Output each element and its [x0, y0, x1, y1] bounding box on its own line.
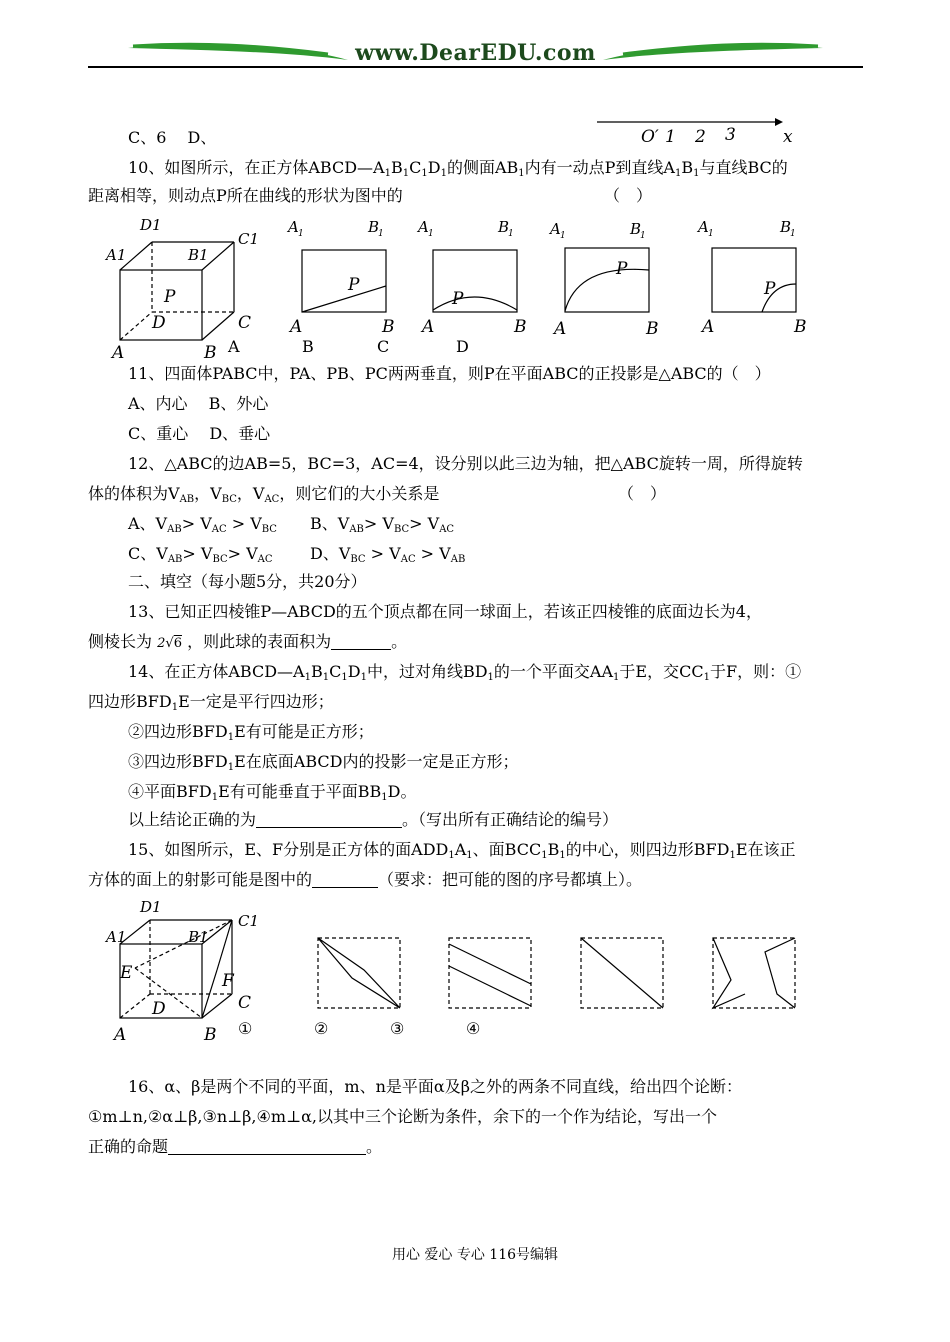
vertex-label: F — [222, 971, 234, 991]
figure-15 — [100, 896, 820, 1046]
svg-text:1: 1 — [560, 231, 566, 241]
vertex-label: A — [422, 317, 435, 337]
vertex-label: D1 — [140, 898, 162, 916]
answer-blank[interactable] — [168, 1139, 366, 1155]
vertex-label: D — [152, 313, 166, 333]
vertex-label: B1 — [188, 928, 209, 946]
option-letter: B — [302, 337, 314, 356]
text-line: 距离相等，则动点P所在曲线的形状为图中的 — [88, 186, 403, 205]
vertex-label: D — [152, 999, 166, 1019]
answer-paren: （ ） — [618, 484, 667, 503]
svg-text:1: 1 — [640, 231, 646, 241]
figure-number: ③ — [390, 1019, 405, 1038]
option-line: C、$V_{AB}> V_{BC}> V_{AC}$ — [128, 544, 273, 565]
question-12: 12、△ABC的边AB=5，BC=3，AC=4，设分别以此三边为轴，把△ABC旋转一周，所得旋转 — [128, 454, 803, 473]
vertex-label: A — [554, 319, 567, 339]
point-p: P — [764, 279, 776, 299]
vertex-label: B1 — [188, 246, 209, 264]
text-line: 体的体积为$V_{AB}$，$V_{BC}$，$V_{AC}$，则它们的大小关系是 — [88, 484, 440, 505]
option-letter: A — [228, 337, 240, 356]
header-rule — [88, 66, 863, 68]
vertex-label: B — [204, 1025, 217, 1045]
text-line: ③四边形$BFD_1E$在底面ABCD内的投影一定是正方形； — [128, 752, 519, 773]
vertex-label: A — [288, 218, 299, 236]
point-p: P — [616, 259, 628, 279]
answer-blank[interactable] — [256, 812, 402, 828]
axis-tick: 3 — [725, 125, 736, 145]
figure-number: ① — [238, 1019, 253, 1038]
math-coef: 2 — [157, 636, 166, 651]
vertex-label: D1 — [140, 216, 162, 234]
text-line: 方体的面上的射影可能是图中的 （要求：把可能的图的序号都填上）。 — [88, 870, 643, 889]
question-14: 14、在正方体$ABCD—A_1B_1C_1D_1$中，过对角线$BD_1$的一个平面交$AA_1$于E，交$CC_1$于F，则：① — [128, 662, 802, 683]
vertex-label: B — [646, 319, 659, 339]
option-line: D、$V_{BC} > V_{AC} > V_{AB}$ — [310, 544, 466, 565]
text-line: ②四边形$BFD_1E$有可能是正方形； — [128, 722, 374, 743]
site-name: www.DearEDU.com — [355, 40, 596, 66]
question-10: 10、如图所示，在正方体$ABCD—A_1B_1C_1D_1$的侧面$AB_1$内有一动点P到直线$A_1B_1$与直线BC的 — [128, 158, 788, 179]
math-radicand: 6 — [173, 636, 182, 651]
text-line: 以上结论正确的为 。（写出所有正确结论的编号） — [128, 810, 619, 829]
option-letter: D — [456, 337, 469, 356]
answer-blank[interactable] — [331, 634, 391, 650]
vertex-label: C1 — [238, 912, 260, 930]
option-line: A、$V_{AB}> V_{AC} > V_{BC}$ — [128, 514, 277, 535]
vertex-label: C — [238, 993, 252, 1013]
option-line: C、重心 D、垂心 — [128, 424, 271, 443]
question-13: 13、已知正四棱锥P—ABCD的五个顶点都在同一球面上，若该正四棱锥的底面边长为4， — [128, 602, 762, 621]
vertex-label: A — [114, 1025, 127, 1045]
vertex-label: B — [204, 343, 217, 360]
option-line: B、$V_{AB}> V_{BC}> V_{AC}$ — [310, 514, 455, 535]
svg-text:1: 1 — [298, 229, 304, 239]
vertex-label: A — [702, 317, 715, 337]
vertex-label: A1 — [106, 928, 127, 946]
question-15: 15、如图所示，E、F分别是正方体的面$ADD_1A_1$、面$BCC_1B_1$的中心，则四边形$BFD_1E$在该正 — [128, 840, 796, 861]
vertex-label: B — [498, 218, 510, 236]
figure-number: ④ — [466, 1019, 481, 1038]
axis-label: x — [783, 127, 793, 147]
question-11: 11、四面体PABC中，PA、PB、PC两两垂直，则P在平面ABC的正投影是△ABC的（ ） — [128, 364, 771, 383]
axis-tick: 1 — [665, 127, 676, 147]
vertex-label: A — [698, 218, 709, 236]
text-line: ①m⊥n,②α⊥β,③n⊥β,④m⊥α,以其中三个论断为条件，余下的一个作为结论，写出一个 — [88, 1107, 717, 1126]
text-line: C、6 D、 — [128, 128, 217, 147]
vertex-label: C1 — [238, 230, 260, 248]
answer-blank[interactable] — [312, 872, 378, 888]
page-footer: 用心 爱心 专心 116号编辑 — [391, 1247, 559, 1263]
text-line: 侧棱长为 2√6 ，则此球的表面积为 。 — [88, 632, 408, 651]
vertex-label: A — [290, 317, 303, 337]
number-axis — [595, 112, 795, 148]
vertex-label: A — [112, 343, 125, 360]
figure-10 — [100, 212, 820, 360]
vertex-label: B — [514, 317, 527, 337]
question-16: 16、α、β是两个不同的平面，m、n是平面α及β之外的两条不同直线，给出四个论断： — [128, 1077, 742, 1096]
section-heading: 二、填空（每小题5分，共20分） — [128, 572, 367, 591]
text-line: 正确的命题 。 — [88, 1137, 383, 1156]
text-line: ④平面$BFD_1E$有可能垂直于平面$BB_1D$。 — [128, 782, 417, 803]
point-p: P — [452, 289, 464, 309]
vertex-label: B — [780, 218, 792, 236]
vertex-label: A — [418, 218, 429, 236]
svg-text:1: 1 — [790, 229, 796, 239]
axis-tick: 2 — [695, 127, 706, 147]
option-line: A、内心 B、外心 — [128, 394, 269, 413]
axis-origin: O′ — [641, 127, 659, 147]
svg-text:1: 1 — [378, 229, 384, 239]
answer-paren: （ ） — [604, 186, 653, 205]
option-letter: C — [377, 337, 390, 356]
svg-text:1: 1 — [508, 229, 514, 239]
vertex-label: A — [550, 220, 561, 238]
vertex-label: B — [368, 218, 380, 236]
vertex-label: P — [164, 287, 176, 307]
vertex-label: A1 — [106, 246, 127, 264]
vertex-label: C — [238, 313, 252, 333]
svg-text:1: 1 — [708, 229, 714, 239]
svg-text:1: 1 — [428, 229, 434, 239]
point-p: P — [348, 275, 360, 295]
vertex-label: E — [120, 963, 133, 983]
text-line: 四边形$BFD_1E$一定是平行四边形； — [88, 692, 334, 713]
figure-number: ② — [314, 1019, 329, 1038]
vertex-label: B — [794, 317, 807, 337]
vertex-label: B — [382, 317, 395, 337]
vertex-label: B — [630, 220, 642, 238]
